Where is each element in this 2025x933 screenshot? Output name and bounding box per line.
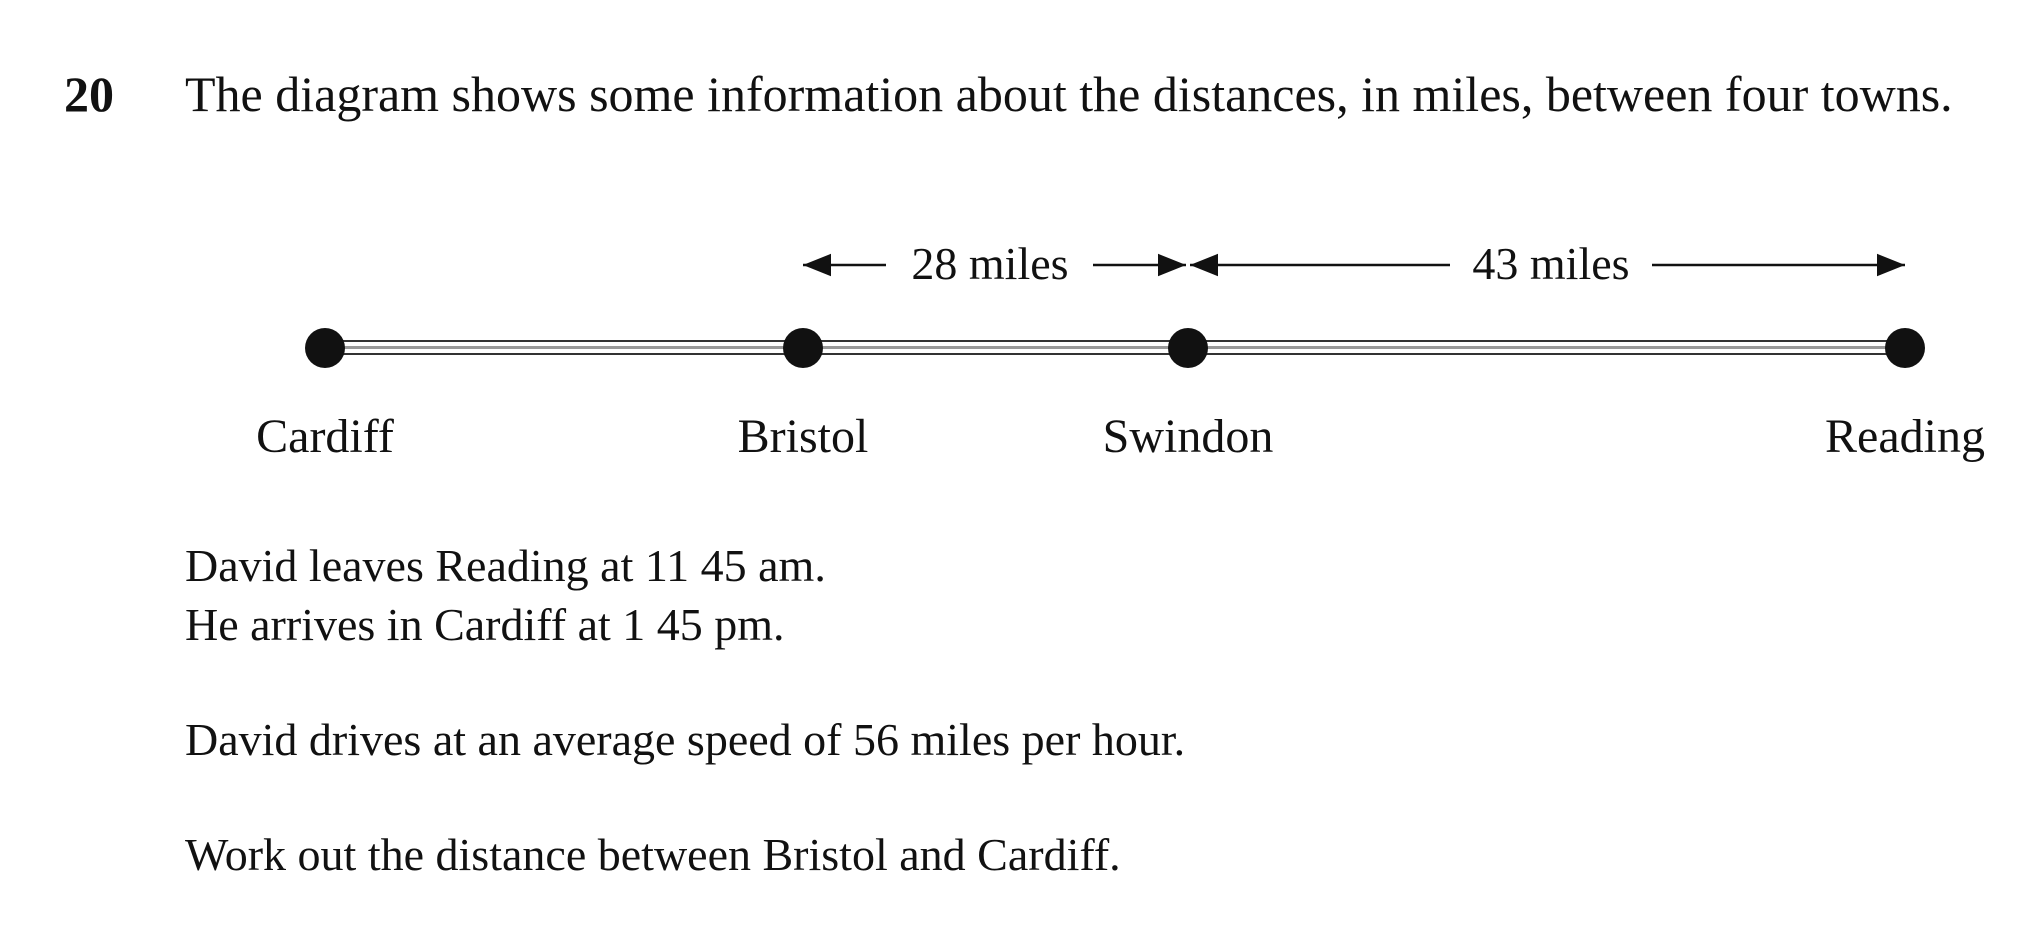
distance-label-bristol-swindon: 28 miles (911, 238, 1069, 289)
arrival-text: He arrives in Cardiff at 1 45 pm. (185, 599, 785, 650)
town-label-swindon: Swindon (1102, 410, 1274, 463)
departure-text: David leaves Reading at 11 45 am. (185, 540, 826, 591)
town-label-bristol: Bristol (737, 410, 869, 463)
town-label-cardiff: Cardiff (256, 410, 394, 463)
town-label-reading: Reading (1825, 410, 1985, 463)
speed-text: David drives at an average speed of 56 miles per hour. (185, 714, 1186, 765)
town-point-cardiff (305, 328, 345, 368)
task-text: Work out the distance between Bristol and Cardiff. (185, 829, 1121, 880)
town-point-reading (1885, 328, 1925, 368)
question-number: 20 (64, 66, 114, 122)
road-line (325, 341, 1905, 354)
distance-label-swindon-reading: 43 miles (1472, 238, 1630, 289)
question-intro: The diagram shows some information about the distances, in miles, between four towns. (185, 66, 1953, 122)
town-point-swindon (1168, 328, 1208, 368)
town-point-bristol (783, 328, 823, 368)
